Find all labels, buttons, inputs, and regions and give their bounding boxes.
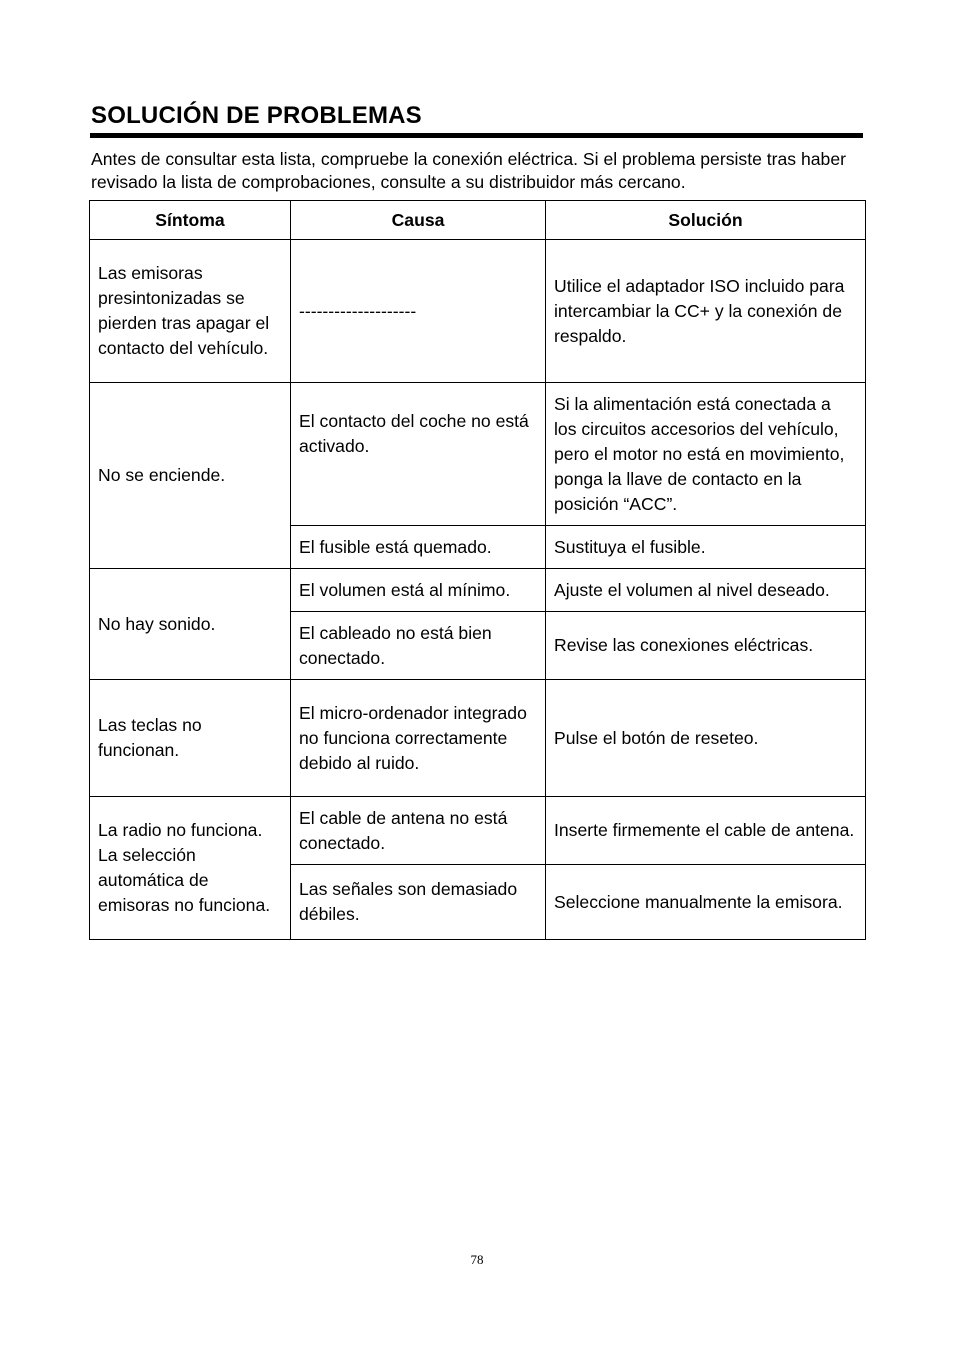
cause-cell: El fusible está quemado. — [291, 526, 546, 569]
symptom-cell: Las emisoras presintonizadas se pierden tras apagar el contacto del vehículo. — [90, 240, 291, 383]
solution-cell: Si la alimentación está conectada a los circuitos accesorios del vehículo, pero el motor no está en movimiento, ponga la llave de contacto en la posición “ACC”. — [546, 383, 866, 526]
solution-cell: Ajuste el volumen al nivel deseado. — [546, 569, 866, 612]
cause-cell: El volumen está al mínimo. — [291, 569, 546, 612]
page-title: SOLUCIÓN DE PROBLEMAS — [91, 102, 422, 129]
cause-cell: El micro-ordenador integrado no funciona correctamente debido al ruido. — [291, 680, 546, 797]
cause-cell: El cableado no está bien conectado. — [291, 612, 546, 680]
troubleshooting-table — [89, 200, 866, 940]
symptom-cell: No hay sonido. — [90, 569, 291, 680]
table-row — [90, 240, 866, 383]
title-underline — [90, 133, 863, 138]
symptom-cell: Las teclas no funcionan. — [90, 680, 291, 797]
table-row — [90, 797, 866, 865]
table-header-row — [90, 201, 866, 240]
intro-paragraph: Antes de consultar esta lista, compruebe la conexión eléctrica. Si el problema persiste tras haber revisado la lista de comprobaciones, consulte a su distribuidor más cercano. — [91, 149, 846, 192]
header-symptom: Síntoma — [90, 201, 291, 240]
symptom-cell: No se enciende. — [90, 383, 291, 569]
table-row — [90, 680, 866, 797]
solution-cell: Utilice el adaptador ISO incluido para intercambiar la CC+ y la conexión de respaldo. — [546, 240, 866, 383]
table-row — [90, 569, 866, 612]
header-cause: Causa — [291, 201, 546, 240]
table-row — [90, 383, 866, 526]
symptom-cell: La radio no funciona. La selección automática de emisoras no funciona. — [90, 797, 291, 940]
page-number: 78 — [470, 1252, 484, 1267]
solution-cell: Revise las conexiones eléctricas. — [546, 612, 866, 680]
cause-cell: El contacto del coche no está activado. — [291, 383, 546, 526]
solution-cell: Seleccione manualmente la emisora. — [546, 865, 866, 940]
cause-cell: -------------------- — [291, 240, 546, 383]
cause-cell: Las señales son demasiado débiles. — [291, 865, 546, 940]
solution-cell: Sustituya el fusible. — [546, 526, 866, 569]
cause-cell: El cable de antena no está conectado. — [291, 797, 546, 865]
solution-cell: Inserte firmemente el cable de antena. — [546, 797, 866, 865]
header-solution: Solución — [546, 201, 866, 240]
solution-cell: Pulse el botón de reseteo. — [546, 680, 866, 797]
